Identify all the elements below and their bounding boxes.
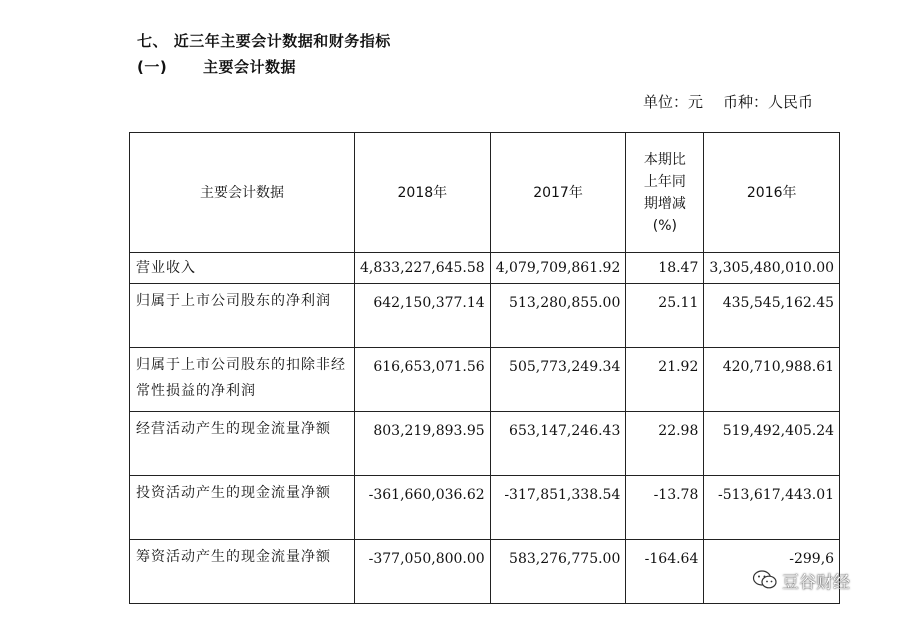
watermark-text: 豆谷财经 xyxy=(782,572,850,593)
cell-2018: 803,219,893.95 xyxy=(355,412,491,476)
cell-2017: 583,276,775.00 xyxy=(490,540,626,604)
wechat-icon xyxy=(752,569,778,591)
cell-2016: 519,492,405.24 xyxy=(704,412,840,476)
cell-change: 21.92 xyxy=(626,348,704,412)
table-row xyxy=(130,348,840,412)
cell-change: 18.47 xyxy=(626,253,704,284)
currency-text: 币种：人民币 xyxy=(722,93,813,111)
table-row xyxy=(130,412,840,476)
header-2017: 2017年 xyxy=(490,133,626,253)
header-2018: 2018年 xyxy=(355,133,491,253)
cell-change: -13.78 xyxy=(626,476,704,540)
header-item: 主要会计数据 xyxy=(130,133,355,253)
table-row xyxy=(130,284,840,348)
table-row xyxy=(130,476,840,540)
subsection-title: 主要会计数据 xyxy=(203,58,297,76)
header-change xyxy=(626,133,704,253)
header-change-line: 本期比 xyxy=(643,151,686,168)
row-label: 营业收入 xyxy=(130,253,355,284)
unit-text: 单位：元 xyxy=(642,93,703,111)
cell-change: 25.11 xyxy=(626,284,704,348)
table-header-row xyxy=(130,133,840,253)
section-heading: 七、 近三年主要会计数据和财务指标 xyxy=(137,32,391,50)
row-label: 归属于上市公司股东的净利润 xyxy=(130,284,355,348)
cell-2018: 4,833,227,645.58 xyxy=(355,253,491,284)
header-2016: 2016年 xyxy=(704,133,840,253)
header-change-line: (%) xyxy=(652,217,677,234)
row-label: 归属于上市公司股东的扣除非经常性损益的净利润 xyxy=(130,348,355,412)
table-row xyxy=(130,540,840,604)
cell-2016: -299,6 xyxy=(704,540,840,604)
cell-2018: 642,150,377.14 xyxy=(355,284,491,348)
cell-2016: 420,710,988.61 xyxy=(704,348,840,412)
row-label: 投资活动产生的现金流量净额 xyxy=(130,476,355,540)
table-row xyxy=(130,253,840,284)
cell-change: 22.98 xyxy=(626,412,704,476)
cell-2018: -377,050,800.00 xyxy=(355,540,491,604)
header-change-line: 期增减 xyxy=(643,195,686,212)
cell-2017: 513,280,855.00 xyxy=(490,284,626,348)
accounting-data-table xyxy=(129,132,840,604)
cell-2016: 435,545,162.45 xyxy=(704,284,840,348)
cell-2017: 505,773,249.34 xyxy=(490,348,626,412)
subsection-number: (一) xyxy=(137,58,168,76)
cell-2017: 653,147,246.43 xyxy=(490,412,626,476)
cell-2016: -513,617,443.01 xyxy=(704,476,840,540)
cell-2017: -317,851,338.54 xyxy=(490,476,626,540)
cell-change: -164.64 xyxy=(626,540,704,604)
row-label: 经营活动产生的现金流量净额 xyxy=(130,412,355,476)
watermark xyxy=(752,562,850,598)
unit-currency-line xyxy=(643,91,813,112)
cell-2018: -361,660,036.62 xyxy=(355,476,491,540)
cell-2016: 3,305,480,010.00 xyxy=(704,253,840,284)
row-label: 筹资活动产生的现金流量净额 xyxy=(130,540,355,604)
cell-2017: 4,079,709,861.92 xyxy=(490,253,626,284)
header-change-line: 上年同 xyxy=(643,173,686,190)
cell-2018: 616,653,071.56 xyxy=(355,348,491,412)
